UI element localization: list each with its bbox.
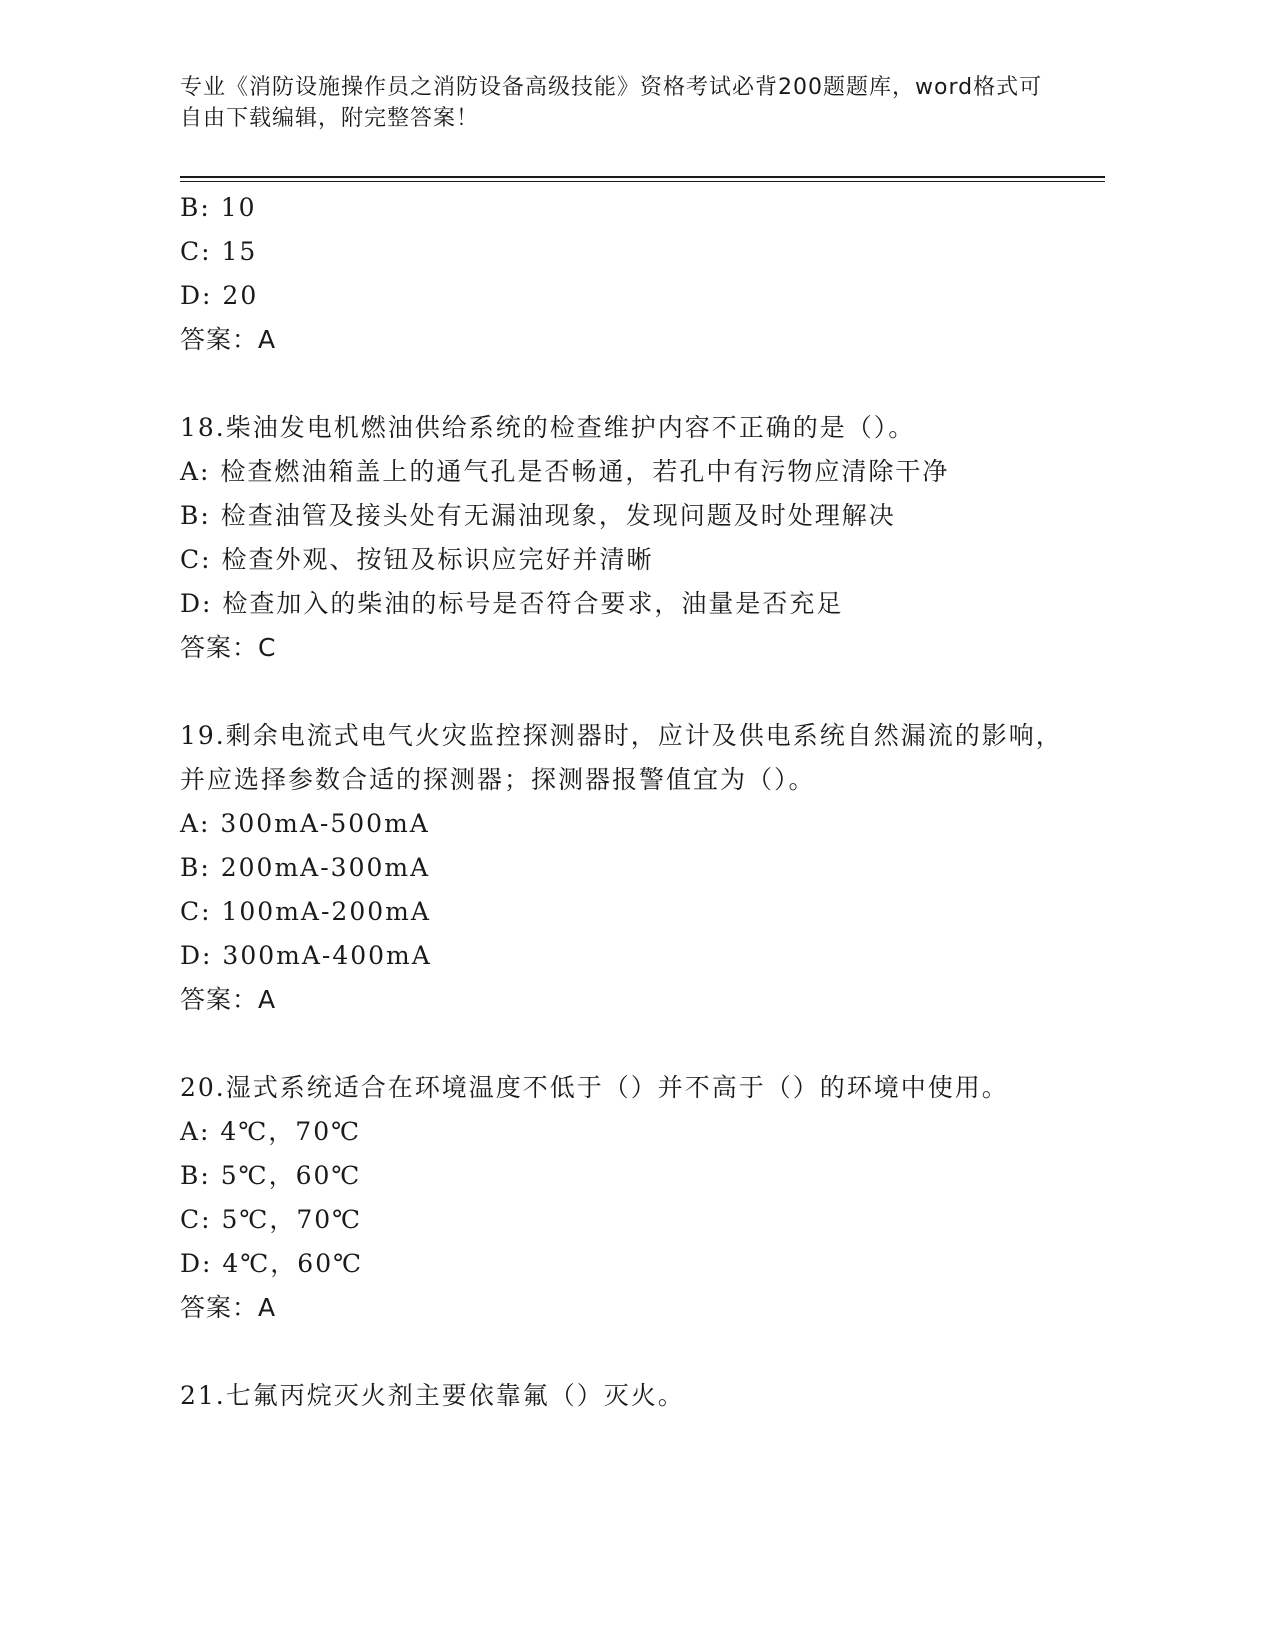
option-a: A: 4℃，70℃ bbox=[180, 1117, 362, 1146]
document-header: 专业《消防设施操作员之消防设备高级技能》资格考试必背200题题库，word格式可自由下载编辑，附完整答案！ bbox=[180, 75, 1043, 131]
spacer bbox=[180, 362, 1080, 406]
question-17-tail bbox=[180, 186, 1080, 362]
option-c: C: 5℃，70℃ bbox=[180, 1205, 363, 1234]
option-d: D: 300mA-400mA bbox=[180, 941, 432, 970]
question-21 bbox=[180, 1374, 1080, 1418]
option-a: A: 检查燃油箱盖上的通气孔是否畅通，若孔中有污物应清除干净 bbox=[180, 457, 950, 486]
answer-label: 答案：C bbox=[180, 633, 277, 662]
question-text: 19.剩余电流式电气火灾监控探测器时，应计及供电系统自然漏流的影响，并应选择参数合适的探测器；探测器报警值宜为（）。 bbox=[180, 721, 1063, 794]
header-rule-thin bbox=[180, 181, 1105, 182]
question-list bbox=[180, 186, 1080, 1418]
answer-label: 答案：A bbox=[180, 985, 277, 1014]
question-text: 20.湿式系统适合在环境温度不低于（）并不高于（）的环境中使用。 bbox=[180, 1073, 1009, 1102]
option-d: D: 4℃，60℃ bbox=[180, 1249, 364, 1278]
header-rule-thick bbox=[180, 176, 1105, 178]
option-c: C: 检查外观、按钮及标识应完好并清晰 bbox=[180, 545, 654, 574]
option-b: B: 10 bbox=[180, 193, 257, 222]
question-19 bbox=[180, 714, 1080, 1022]
spacer bbox=[180, 1330, 1080, 1374]
question-18 bbox=[180, 406, 1080, 670]
option-d: D: 20 bbox=[180, 281, 259, 310]
spacer bbox=[180, 670, 1080, 714]
question-text: 21.七氟丙烷灭火剂主要依靠氟（）灭火。 bbox=[180, 1381, 685, 1410]
option-c: C: 100mA-200mA bbox=[180, 897, 431, 926]
option-c: C: 15 bbox=[180, 237, 258, 266]
option-b: B: 200mA-300mA bbox=[180, 853, 431, 882]
option-a: A: 300mA-500mA bbox=[180, 809, 430, 838]
answer-label: 答案：A bbox=[180, 1293, 277, 1322]
question-text: 18.柴油发电机燃油供给系统的检查维护内容不正确的是（）。 bbox=[180, 413, 916, 442]
option-b: B: 5℃，60℃ bbox=[180, 1161, 362, 1190]
option-d: D: 检查加入的柴油的标号是否符合要求，油量是否充足 bbox=[180, 589, 844, 618]
answer-label: 答案：A bbox=[180, 325, 277, 354]
question-20 bbox=[180, 1066, 1080, 1330]
option-b: B: 检查油管及接头处有无漏油现象，发现问题及时处理解决 bbox=[180, 501, 896, 530]
spacer bbox=[180, 1022, 1080, 1066]
